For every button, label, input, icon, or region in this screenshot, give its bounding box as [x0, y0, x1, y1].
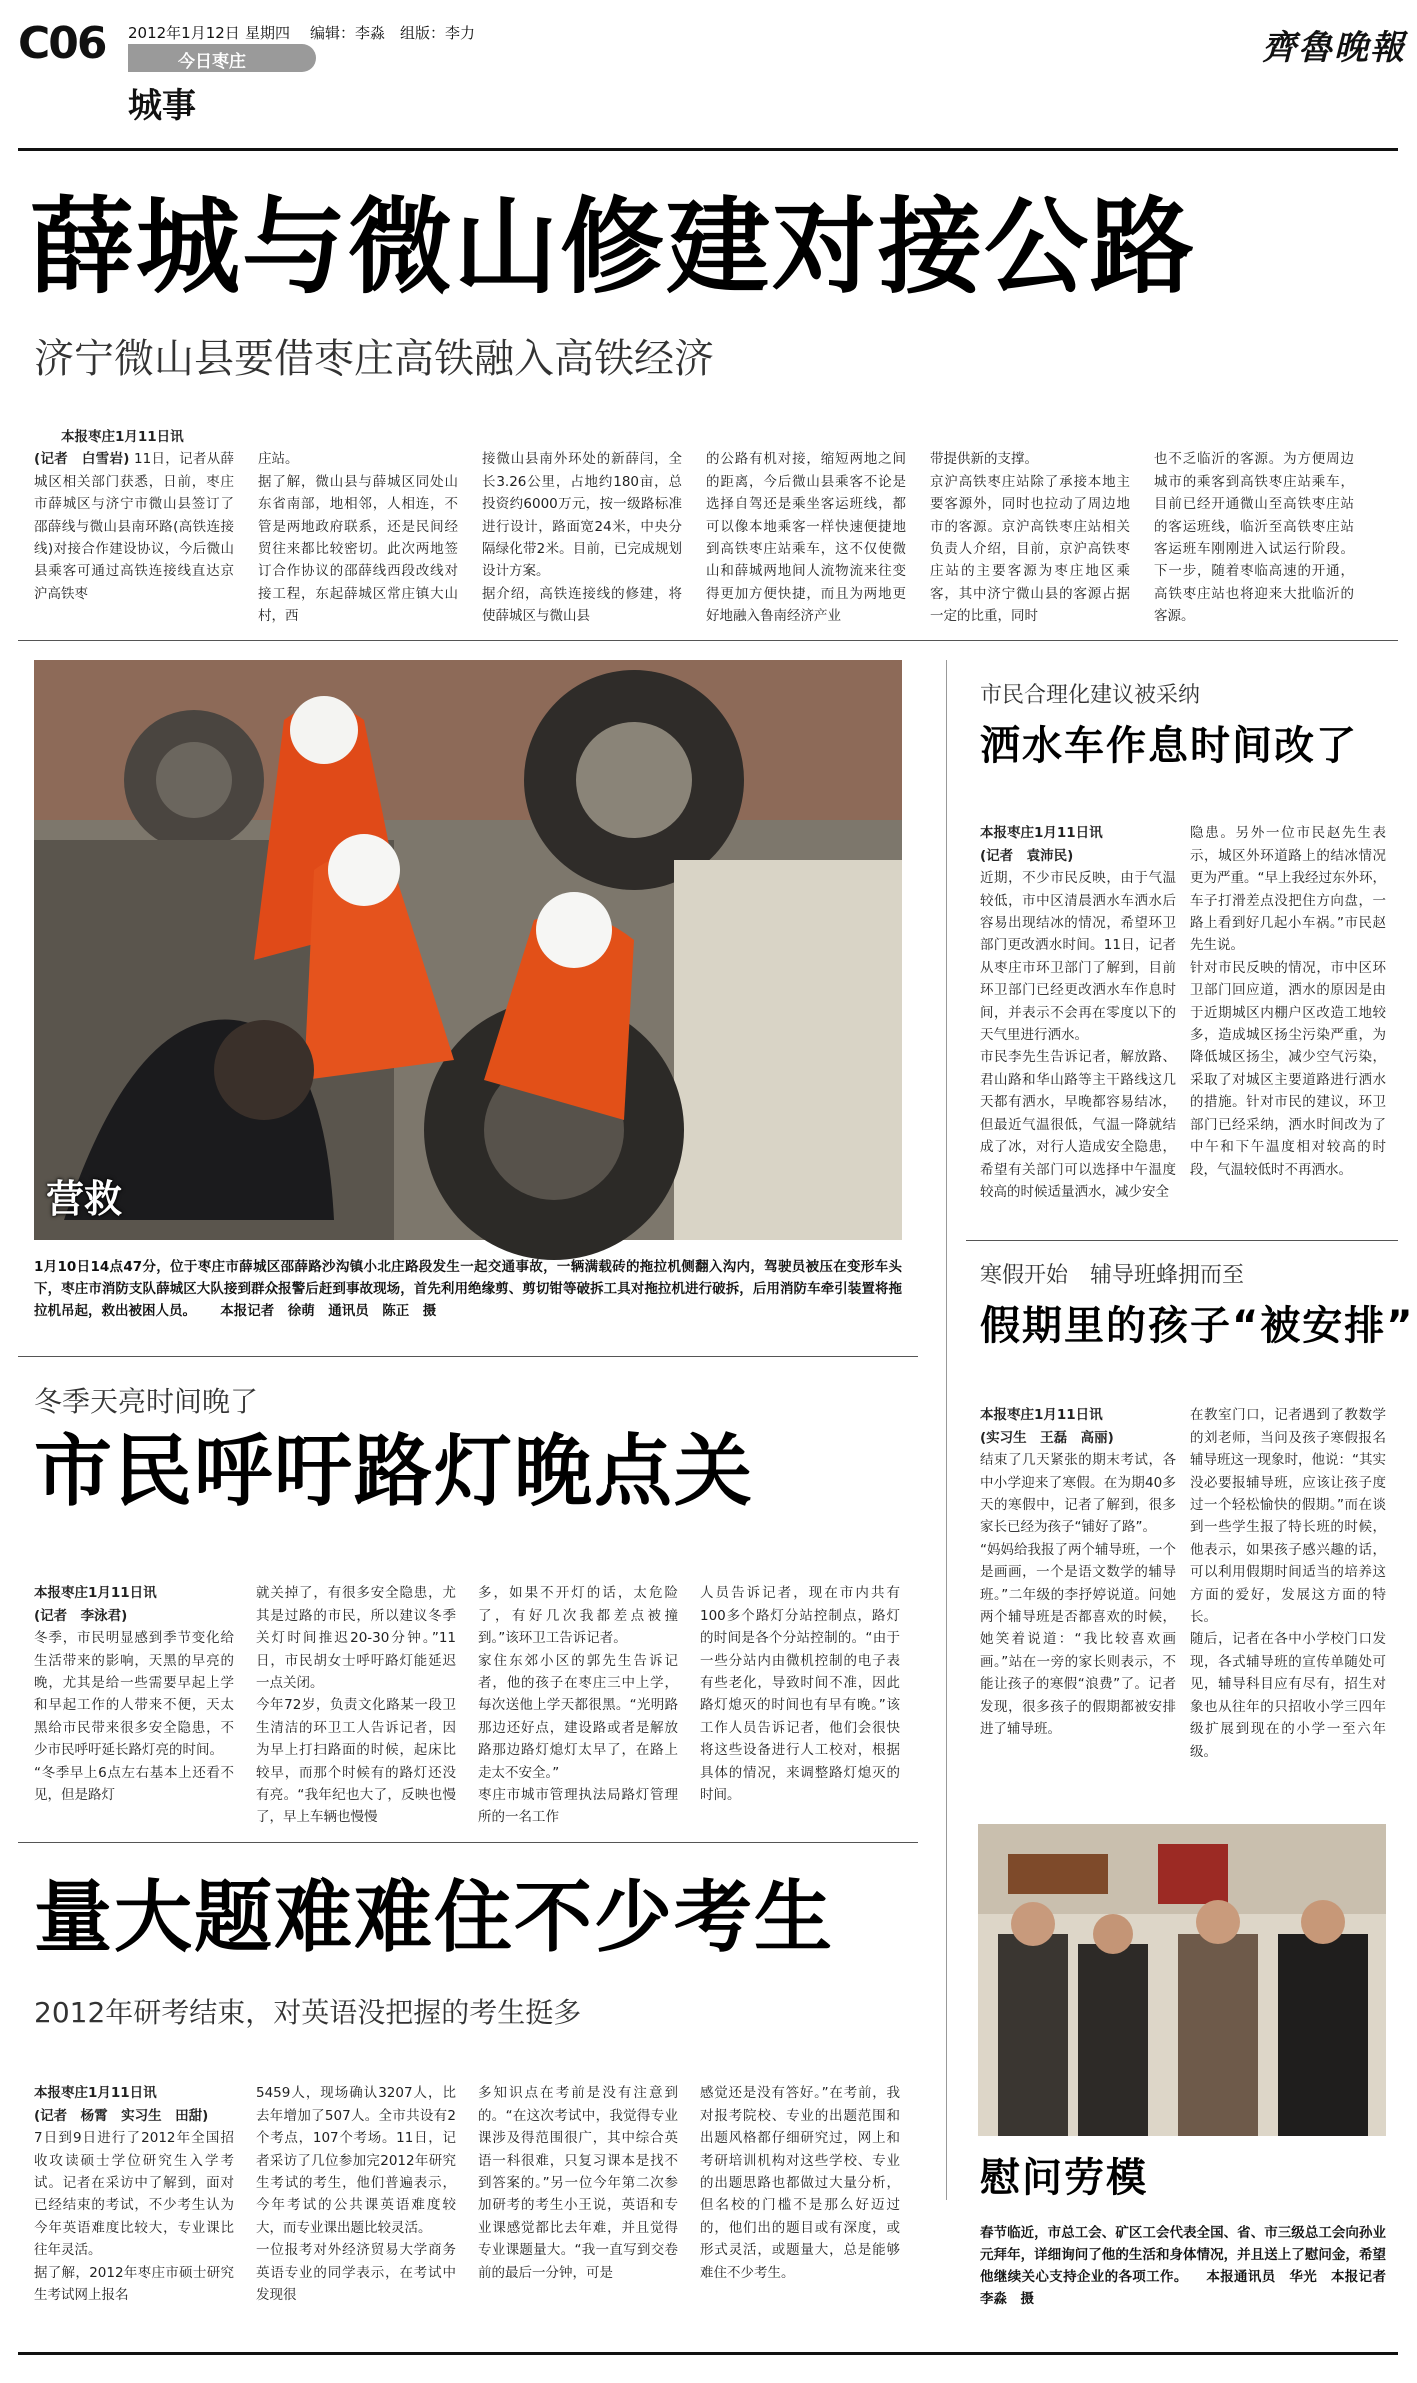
rescue-photo-illustration — [34, 660, 902, 1240]
story1-bottom-rule — [18, 640, 1398, 641]
rescue-bottom-rule — [18, 1356, 918, 1357]
story1-text-6: 也不乏临沂的客源。为方便周边城市的乘客到高铁枣庄站乘车，目前已经开通微山至高铁枣庄站的客运班线，临沂至高铁枣庄站客运班车刚刚进入试运行阶段。下一步，随着枣临高速的开通，高铁枣庄站也将迎来大批临沂的客源。 — [1154, 451, 1354, 625]
story1-text-4: 的公路有机对接，缩短两地之间的距离，今后微山县乘客不论是选择自驾还是乘坐客运班线，都可以像本地乘客一样快速便捷地到高铁枣庄站乘车，这不仅使微山和薛城两地间人流物流来往变得更加方便快捷，而且为两地更好地融入鲁南经济产业 — [706, 451, 906, 625]
story2-column-1 — [980, 800, 1176, 1220]
story3-byline: (记者 李泳君) — [34, 1607, 128, 1624]
story1-text-2: 庄站。 据了解，微山县与薛城区同处山东省南部，地相邻，人相连，不管是两地政府联系，还是民间经贸往来都比较密切。此次两地签订合作协议的邵薛线西段改线对接工程，东起薛城区常庄镇大山村，西 — [258, 451, 458, 625]
story3-headline: 市民呼吁路灯晚点关 — [34, 1427, 755, 1517]
story5-byline: (记者 杨霄 实习生 田甜) — [34, 2107, 209, 2124]
story2-text-2: 隐患。另外一位市民赵先生表示，城区外环道路上的结冰情况更为严重。“早上我经过东外环，车子打滑差点没把住方向盘，一路上看到好几起小车祸。”市民赵先生说。 针对市民反映的情况，市中区环卫部门回应道，洒水的原因是由于近期城区内棚户区改造工地较多，造成城区扬尘污染严重，为降低城区扬尘，减少空气污染，采取了对城区主要道路进行洒水的措施。针对市民的建议，环卫部门已经采纳，洒水时间改为了中午和下午温度相对较高的时段，气温较低时不再洒水。 — [1190, 825, 1386, 1178]
section-tab — [128, 44, 316, 72]
story5-headline: 量大题难难住不少考生 — [34, 1873, 835, 1963]
story1-byline: (记者 白雪岩) — [34, 451, 130, 468]
story3-bottom-rule — [18, 1842, 918, 1843]
paper-logo: 齊魯晚報 — [1262, 28, 1406, 68]
page-bottom-rule — [18, 2352, 1398, 2355]
story5-column-2 — [256, 2060, 456, 2330]
story3-text-4: 人员告诉记者，现在市内共有100多个路灯分站控制点，路灯的时间是各个分站控制的。“由于一些分站内由微机控制的电子表有些老化，导致时间不准，因此路灯熄灭的时间也有早有晚。”该工作人员告诉记者，他们会很快将这些设备进行人工校对，根据具体的情况，来调整路灯熄灭的时间。 — [700, 1585, 900, 1804]
story5-text-4: 感觉还是没有答好。”在考前，我对报考院校、专业的出题范围和出题风格都仔细研究过，网上和考研培训机构对这些学校、专业的出题思路也都做过大量分析，但名校的门槛不是那么好迈过的，他们出的题目或有深度，或形式灵活，或题量大，总是能够难住不少考生。 — [700, 2085, 900, 2281]
story6-caption — [980, 2222, 1400, 2332]
story2-bottom-rule — [966, 1240, 1398, 1241]
story2-column-2 — [1190, 800, 1386, 1220]
story3-dateline: 本报枣庄1月11日讯 — [34, 1585, 157, 1602]
masthead-rule — [18, 148, 1398, 151]
story6-caption-text: 春节临近，市总工会、矿区工会代表全国、省、市三级总工会向孙业元拜年，详细询问了他的生活和身体情况，并且送上了慰问金，希望他继续关心支持企业的各项工作。 — [980, 2225, 1386, 2285]
story4-text-2: 在教室门口，记者遇到了教数学的刘老师，当问及孩子寒假报名辅导班这一现象时，他说：“其实没必要报辅导班，应该让孩子度过一个轻松愉快的假期。”而在谈到一些学生报了特长班的时候，他表示，如果孩子感兴趣的话，可以利用假期时间适当的培养这方面的爱好，发展这方面的特长。 随后，记者在各中小学校门口发现，各式辅导班的宣传单随处可见，辅导科目应有尽有，招生对象也从往年的只招收小学三四年级扩展到现在的小学一至六年级。 — [1190, 1407, 1386, 1760]
story4-column-2 — [1190, 1382, 1386, 1832]
rescue-photo — [34, 660, 902, 1240]
story1-headline: 薛城与微山修建对接公路 — [30, 186, 1197, 308]
story6-headline: 慰问劳模 — [980, 2155, 1148, 2201]
story1-column-1 — [34, 426, 234, 626]
story4-byline: (实习生 王磊 高丽) — [980, 1429, 1114, 1446]
story2-text-1: 近期，不少市民反映，由于气温较低，市中区清晨洒水车洒水后容易出现结冰的情况，希望环卫部门更改洒水时间。11日，记者从枣庄市环卫部门了解到，目前环卫部门已经更改洒水车作息时间，并表示不会再在零度以下的天气里进行洒水。 市民李先生告诉记者，解放路、君山路和华山路等主干路线这几天都有洒水，早晚都容易结冰，但最近气温很低，气温一降就结成了冰，对行人造成安全隐患，希望有关部门可以选择中午温度较高的时候适量洒水，减少安全 — [980, 870, 1176, 1200]
labor-model-photo — [978, 1824, 1386, 2136]
section-title: 城事 — [128, 86, 196, 126]
masthead — [0, 0, 1417, 150]
story1-column-6 — [1154, 426, 1354, 626]
page-number: C06 — [18, 18, 106, 69]
story3-text-2: 就关掉了，有很多安全隐患，尤其是过路的市民，所以建议冬季关灯时间推迟20-30分钟。”11日，市民胡女士呼吁路灯能延迟一点关闭。 今年72岁，负责文化路某一段卫生清洁的环卫工人告诉记者，因为早上打扫路面的时候，起床比较早，而那个时候有的路灯还没有亮。“我年纪也大了，反映也慢了，早上车辆也慢慢 — [256, 1585, 456, 1826]
rescue-photo-label: 营救 — [46, 1177, 123, 1221]
story1-column-5 — [930, 426, 1130, 626]
story6-caption-credit: 本报通讯员 华光 本报记者 李淼 摄 — [980, 2269, 1400, 2307]
story2-dateline: 本报枣庄1月11日讯 — [980, 825, 1103, 842]
rescue-caption-credit: 本报记者 徐萌 通讯员 陈正 摄 — [220, 1303, 437, 1319]
story5-text-3: 多知识点在考前是没有注意到的。“在这次考试中，我觉得专业课涉及得范围很广，其中综合英语一科很难，只复习课本是找不到答案的。”另一位今年第二次参加研考的考生小王说，英语和专业课感觉都比去年难，并且觉得专业课题量大。“我一直写到交卷前的最后一分钟，可是 — [478, 2085, 678, 2281]
story5-column-1 — [34, 2060, 234, 2330]
labor-model-photo-illustration — [978, 1824, 1386, 2136]
story3-kicker: 冬季天亮时间晚了 — [34, 1385, 259, 1418]
story4-text-1: 结束了几天紧张的期末考试，各中小学迎来了寒假。在为期40多天的寒假中，记者了解到，很多家长已经为孩子“铺好了路”。 “妈妈给我报了两个辅导班，一个是画画，一个是语文数学的辅导班。”二年级的李抒婷说道。问她两个辅导班是否都喜欢的时候，她笑着说道：“我比较喜欢画画。”站在一旁的家长则表示，不能让孩子的寒假“浪费”了。记者发现，很多孩子的假期都被安排进了辅导班。 — [980, 1452, 1176, 1738]
story1-text-5: 带提供新的支撑。 京沪高铁枣庄站除了承接本地主要客源外，同时也拉动了周边地市的客源。京沪高铁枣庄站相关负责人介绍，目前，京沪高铁枣庄站的主要客源为枣庄地区乘客，其中济宁微山县的客源占据一定的比重，同时 — [930, 451, 1130, 625]
story1-text-3: 接微山县南外环处的新薛闫，全长3.26公里，占地约180亩，总投资约6000万元，按一级路标准进行设计，路面宽24米，中央分隔绿化带2米。目前，已完成规划设计方案。 据介绍，高铁连接线的修建，将使薛城区与微山县 — [482, 451, 682, 625]
issue-weekday: 星期四 — [245, 24, 291, 42]
story5-column-3 — [478, 2060, 678, 2330]
story2-byline: (记者 袁沛民) — [980, 847, 1074, 864]
story1-deck: 济宁微山县要借枣庄高铁融入高铁经济 — [34, 336, 714, 382]
story5-dateline: 本报枣庄1月11日讯 — [34, 2085, 157, 2102]
editor-credit: 编辑：李淼 — [310, 24, 386, 42]
story5-text-1: 7日到9日进行了2012年全国招收攻读硕士学位研究生入学考试。记者在采访中了解到，面对已经结束的考试，不少考生认为今年英语难度比较大，专业课比往年灵活。 据了解，2012年枣庄市硕士研究生考试网上报名 — [34, 2130, 234, 2304]
story3-column-3 — [478, 1560, 678, 1830]
story5-text-2: 5459人，现场确认3207人，比去年增加了507人。全市共设有2个考点，107个考场。11日，记者采访了几位参加完2012年研究生考试的考生，他们普遍表示，今年考试的公共课英语难度较大，而专业课出题比较灵活。 一位报考对外经济贸易大学商务英语专业的同学表示，在考试中发现很 — [256, 2085, 456, 2304]
rescue-caption-text: 1月10日14点47分，位于枣庄市薛城区邵薛路沙沟镇小北庄路段发生一起交通事故，一辆满载砖的拖拉机侧翻入沟内，驾驶员被压在变形车头下，枣庄市消防支队薛城区大队接到群众报警后赶到事故现场，首先利用绝缘剪、剪切钳等破拆工具对拖拉机进行破拆，后用消防车牵引装置将拖拉机吊起，救出被困人员。 — [34, 1259, 902, 1319]
story2-kicker: 市民合理化建议被采纳 — [980, 683, 1201, 708]
story1-column-3 — [482, 426, 682, 626]
story4-column-1 — [980, 1382, 1176, 1832]
story1-column-4 — [706, 426, 906, 626]
issue-date: 2012年1月12日 — [128, 24, 240, 42]
story2-headline: 洒水车作息时间改了 — [980, 723, 1358, 769]
story1-dateline: 本报枣庄1月11日讯 — [61, 429, 184, 445]
right-column-divider — [946, 660, 947, 2200]
story3-text-1: 冬季，市民明显感到季节变化给生活带来的影响，天黑的早亮的晚，尤其是给一些需要早起上学和早起工作的人带来不便，天太黑给市民带来很多安全隐患，不少市民呼吁延长路灯亮的时间。 “冬季早上6点左右基本上还看不见，但是路灯 — [34, 1630, 234, 1804]
rescue-photo-caption — [34, 1256, 902, 1346]
story1-column-2 — [258, 426, 458, 626]
story3-text-3: 多，如果不开灯的话，太危险了，有好几次我都差点被撞到。”该环卫工告诉记者。 家住东郊小区的郭先生告诉记者，他的孩子在枣庄三中上学，每次送他上学天都很黑。“光明路那边还好点，建设路或者是解放路那边路灯熄灯太早了，在路上走太不安全。” 枣庄市城市管理执法局路灯管理所的一名工作 — [478, 1585, 678, 1826]
story3-column-1 — [34, 1560, 234, 1830]
story3-column-2 — [256, 1560, 456, 1830]
story5-column-4 — [700, 2060, 900, 2330]
story4-dateline: 本报枣庄1月11日讯 — [980, 1407, 1103, 1424]
story4-kicker: 寒假开始 辅导班蜂拥而至 — [980, 1263, 1245, 1288]
designer-credit: 组版：李力 — [400, 24, 476, 42]
story1-text-1: 11日，记者从薛城区相关部门获悉，日前，枣庄市薛城区与济宁市微山县签订了邵薛线与微山县南环路(高铁连接线)对接合作建设协议，今后微山县乘客可通过高铁连接线直达京沪高铁枣 — [34, 451, 234, 602]
story5-deck: 2012年研考结束，对英语没把握的考生挺多 — [34, 1996, 582, 2029]
section-tab-label: 今日枣庄 — [178, 52, 246, 72]
story4-headline: 假期里的孩子“被安排” — [980, 1303, 1415, 1349]
story3-column-4 — [700, 1560, 900, 1830]
